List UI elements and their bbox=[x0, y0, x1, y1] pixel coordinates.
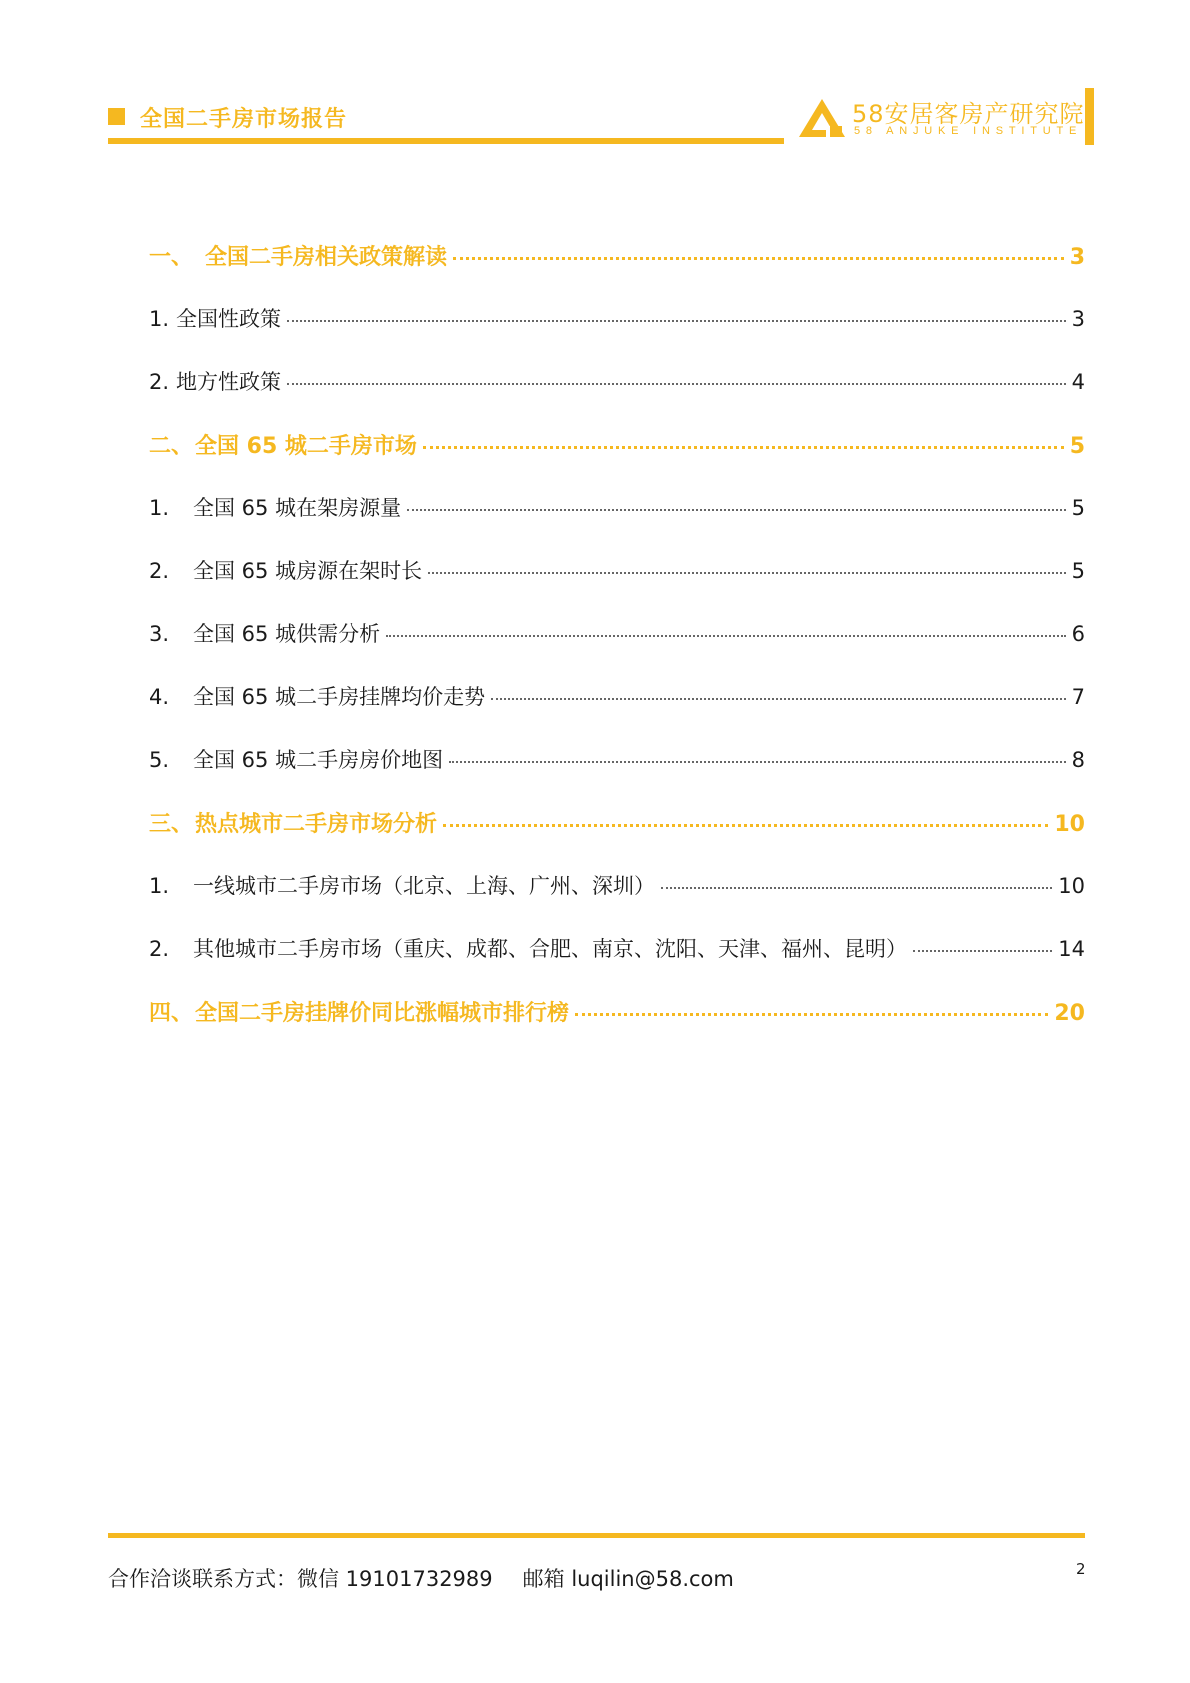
toc-page-number: 5 bbox=[1071, 496, 1085, 520]
toc-label: 热点城市二手房市场分析 bbox=[195, 812, 438, 837]
toc-leader-dots bbox=[287, 383, 1066, 385]
toc-label: 其他城市二手房市场（重庆、成都、合肥、南京、沈阳、天津、福州、昆明） bbox=[193, 937, 907, 961]
toc-label: 全国二手房挂牌价同比涨幅城市排行榜 bbox=[195, 1001, 570, 1026]
header-marker bbox=[108, 108, 125, 125]
table-of-contents bbox=[149, 240, 1085, 1059]
wechat-contact: 微信 19101732989 bbox=[297, 1567, 493, 1591]
toc-label: 全国性政策 bbox=[176, 307, 281, 331]
toc-number: 3. bbox=[149, 622, 170, 646]
footer-contact bbox=[108, 1563, 734, 1593]
toc-leader-dots bbox=[913, 950, 1052, 952]
toc-leader-dots bbox=[491, 698, 1066, 700]
toc-label: 全国二手房相关政策解读 bbox=[205, 245, 448, 270]
toc-page-number: 7 bbox=[1071, 685, 1085, 709]
toc-page-number: 4 bbox=[1071, 370, 1085, 394]
toc-label: 地方性政策 bbox=[176, 370, 281, 394]
toc-page-number: 5 bbox=[1071, 559, 1085, 583]
contact-label: 合作洽谈联系方式： bbox=[108, 1567, 297, 1591]
toc-page-number: 6 bbox=[1071, 622, 1085, 646]
toc-section[interactable] bbox=[149, 429, 1085, 492]
toc-page-number: 3 bbox=[1071, 307, 1085, 331]
toc-number: 1. bbox=[149, 307, 170, 331]
toc-page-number: 3 bbox=[1069, 245, 1085, 270]
toc-subsection[interactable] bbox=[149, 366, 1085, 429]
toc-label: 全国 65 城在架房源量 bbox=[193, 496, 402, 520]
toc-number: 二、 bbox=[149, 434, 194, 459]
toc-subsection[interactable] bbox=[149, 555, 1085, 618]
toc-subsection[interactable] bbox=[149, 744, 1085, 807]
toc-label: 全国 65 城二手房房价地图 bbox=[193, 748, 444, 772]
toc-leader-dots bbox=[407, 509, 1066, 511]
toc-number: 5. bbox=[149, 748, 170, 772]
toc-subsection[interactable] bbox=[149, 303, 1085, 366]
toc-label: 全国 65 城二手房挂牌均价走势 bbox=[193, 685, 486, 709]
toc-subsection[interactable] bbox=[149, 492, 1085, 555]
toc-page-number: 8 bbox=[1071, 748, 1085, 772]
toc-number: 2. bbox=[149, 559, 170, 583]
toc-number: 1. bbox=[149, 496, 170, 520]
anjuke-logo-icon bbox=[796, 96, 848, 140]
toc-label: 全国 65 城房源在架时长 bbox=[193, 559, 423, 583]
toc-page-number: 10 bbox=[1058, 874, 1085, 898]
toc-section[interactable] bbox=[149, 807, 1085, 870]
toc-leader-dots bbox=[428, 572, 1066, 574]
toc-number: 四、 bbox=[149, 1001, 194, 1026]
toc-leader-dots bbox=[575, 1013, 1048, 1016]
toc-page-number: 20 bbox=[1054, 1001, 1085, 1026]
toc-label: 一线城市二手房市场（北京、上海、广州、深圳） bbox=[193, 874, 655, 898]
logo-chinese-text: 58安居客房产研究院 bbox=[852, 100, 1085, 128]
toc-page-number: 5 bbox=[1069, 434, 1085, 459]
logo bbox=[796, 94, 1086, 144]
email-contact: 邮箱 luqilin@58.com bbox=[522, 1567, 734, 1591]
toc-section[interactable] bbox=[149, 996, 1085, 1059]
toc-subsection[interactable] bbox=[149, 681, 1085, 744]
toc-leader-dots bbox=[453, 257, 1064, 260]
toc-leader-dots bbox=[423, 446, 1064, 449]
toc-leader-dots bbox=[386, 635, 1066, 637]
header-divider bbox=[108, 138, 784, 144]
toc-subsection[interactable] bbox=[149, 618, 1085, 681]
toc-number: 三、 bbox=[149, 812, 194, 837]
toc-leader-dots bbox=[449, 761, 1066, 763]
toc-number: 1. bbox=[149, 874, 170, 898]
toc-number: 4. bbox=[149, 685, 170, 709]
toc-number: 2. bbox=[149, 937, 170, 961]
toc-label: 全国 65 城二手房市场 bbox=[195, 434, 417, 459]
toc-page-number: 14 bbox=[1058, 937, 1085, 961]
logo-accent-bar bbox=[1085, 88, 1094, 145]
toc-number: 一、 bbox=[149, 245, 194, 270]
report-title: 全国二手房市场报告 bbox=[140, 107, 348, 132]
toc-leader-dots bbox=[443, 824, 1048, 827]
toc-subsection[interactable] bbox=[149, 933, 1085, 996]
toc-label: 全国 65 城供需分析 bbox=[193, 622, 381, 646]
toc-page-number: 10 bbox=[1054, 812, 1085, 837]
toc-leader-dots bbox=[661, 887, 1052, 889]
logo-english-text: 58 ANJUKE INSTITUTE bbox=[854, 125, 1083, 137]
toc-subsection[interactable] bbox=[149, 870, 1085, 933]
toc-leader-dots bbox=[287, 320, 1066, 322]
toc-number: 2. bbox=[149, 370, 170, 394]
footer-divider bbox=[108, 1533, 1085, 1538]
toc-section[interactable] bbox=[149, 240, 1085, 303]
page-number: 2 bbox=[1076, 1560, 1086, 1578]
